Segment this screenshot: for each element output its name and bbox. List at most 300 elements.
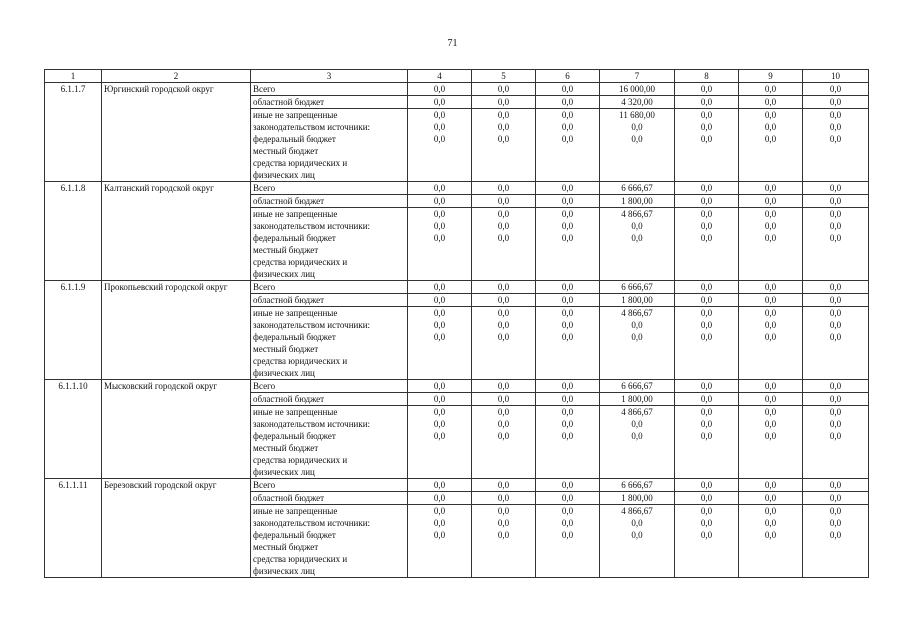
source-label-text: федеральный бюджет: [253, 134, 336, 144]
value-cell: [803, 393, 869, 406]
source-label-text: областной бюджет: [253, 295, 325, 305]
source-label-text: физических лиц: [253, 170, 315, 180]
source-label-text: областной бюджет: [253, 394, 325, 404]
source-label-regional: [251, 294, 408, 307]
value-text: 0,0: [700, 480, 713, 490]
source-label-text: местный бюджет: [253, 344, 319, 354]
value-cell: [803, 208, 869, 281]
table-body: [45, 70, 869, 578]
value-text: 0,0: [433, 530, 446, 540]
value-text: 0,0: [631, 134, 643, 144]
value-text: 0,0: [631, 332, 643, 342]
value-text: 0,0: [700, 233, 713, 243]
value-cell: [536, 380, 600, 393]
value-text: 0,0: [764, 419, 777, 429]
value-cell: [600, 380, 675, 393]
value-text: 0,0: [829, 308, 842, 318]
value-text: 0,0: [829, 221, 842, 231]
value-cell: [536, 83, 600, 96]
value-text: 0,0: [829, 134, 842, 144]
source-label-text: Всего: [253, 282, 276, 292]
source-label-total: [251, 281, 408, 294]
value-cell: [600, 109, 675, 182]
value-cell: [472, 393, 536, 406]
value-text: 1 800,00: [621, 493, 653, 503]
row-code: 6.1.1.11: [45, 479, 102, 578]
value-text: 0,0: [829, 196, 842, 206]
value-cell: [600, 182, 675, 195]
value-cell: [472, 96, 536, 109]
value-text: 0,0: [829, 394, 842, 404]
value-text: 0,0: [700, 381, 713, 391]
value-text: 1 800,00: [621, 295, 653, 305]
value-text: 0,0: [631, 419, 643, 429]
value-text: 0,0: [829, 122, 842, 132]
value-cell: [675, 406, 739, 479]
value-text: 0,0: [497, 134, 510, 144]
value-cell: [536, 393, 600, 406]
value-text: 0,0: [764, 320, 777, 330]
value-text: 0,0: [497, 332, 510, 342]
value-text: 4 320,00: [621, 97, 653, 107]
table-row: [45, 380, 869, 393]
column-header: 5: [472, 70, 536, 83]
value-text: 0,0: [497, 320, 510, 330]
value-cell: [472, 294, 536, 307]
municipality-name: Мысковский городской округ: [102, 380, 251, 479]
value-text: 0,0: [433, 381, 446, 391]
table-header-row: [45, 70, 869, 83]
value-text: 0,0: [497, 530, 510, 540]
value-text: 0,0: [497, 493, 510, 503]
value-cell: [803, 492, 869, 505]
value-text: 0,0: [561, 110, 574, 120]
value-text: 0,0: [433, 407, 446, 417]
value-cell: [739, 281, 803, 294]
funding-table: [44, 69, 869, 578]
value-cell: [408, 505, 472, 578]
source-label-text: законодательством источники:: [253, 419, 371, 429]
value-text: 0,0: [764, 122, 777, 132]
value-cell: [600, 505, 675, 578]
value-text: 4 866,67: [621, 209, 653, 219]
value-text: 0,0: [561, 419, 574, 429]
value-text: 0,0: [433, 122, 446, 132]
value-cell: [472, 109, 536, 182]
value-text: 0,0: [829, 295, 842, 305]
value-text: 0,0: [561, 84, 574, 94]
column-header: 3: [251, 70, 408, 83]
value-cell: [472, 281, 536, 294]
value-cell: [472, 380, 536, 393]
value-text: 0,0: [700, 419, 713, 429]
value-text: 0,0: [700, 431, 713, 441]
value-cell: [739, 505, 803, 578]
source-label-regional: [251, 393, 408, 406]
source-label-total: [251, 479, 408, 492]
value-cell: [472, 83, 536, 96]
value-cell: [803, 479, 869, 492]
value-cell: [536, 492, 600, 505]
value-cell: [472, 208, 536, 281]
value-text: 0,0: [497, 183, 510, 193]
value-text: 0,0: [497, 221, 510, 231]
value-text: 0,0: [561, 295, 574, 305]
value-text: 0,0: [497, 506, 510, 516]
column-header: 2: [102, 70, 251, 83]
value-text: 0,0: [764, 282, 777, 292]
value-cell: [536, 109, 600, 182]
value-cell: [675, 294, 739, 307]
value-text: 0,0: [433, 110, 446, 120]
source-label-text: Всего: [253, 183, 276, 193]
value-text: 6 666,67: [621, 183, 653, 193]
value-cell: [803, 294, 869, 307]
value-text: 0,0: [561, 282, 574, 292]
value-text: 0,0: [700, 295, 713, 305]
value-text: 0,0: [700, 110, 713, 120]
row-code: 6.1.1.8: [45, 182, 102, 281]
value-text: 0,0: [561, 308, 574, 318]
municipality-name: Юргинский городской округ: [102, 83, 251, 182]
value-cell: [408, 294, 472, 307]
source-label-text: средства юридических и: [253, 158, 348, 168]
source-label-text: местный бюджет: [253, 146, 319, 156]
value-cell: [675, 380, 739, 393]
value-text: 0,0: [631, 320, 643, 330]
value-cell: [536, 479, 600, 492]
column-header: 9: [739, 70, 803, 83]
source-label-other: [251, 109, 408, 182]
value-text: 0,0: [497, 381, 510, 391]
value-text: 0,0: [764, 308, 777, 318]
source-label-text: Всего: [253, 381, 276, 391]
value-text: 0,0: [700, 320, 713, 330]
value-text: 0,0: [561, 209, 574, 219]
value-text: 0,0: [497, 196, 510, 206]
value-text: 0,0: [700, 97, 713, 107]
value-text: 0,0: [829, 480, 842, 490]
value-text: 0,0: [433, 431, 446, 441]
value-text: 0,0: [829, 431, 842, 441]
value-text: 0,0: [497, 282, 510, 292]
value-cell: [675, 195, 739, 208]
value-cell: [739, 96, 803, 109]
municipality-name: Прокопьевский городской округ: [102, 281, 251, 380]
value-cell: [600, 406, 675, 479]
value-text: 0,0: [561, 122, 574, 132]
value-text: 0,0: [433, 183, 446, 193]
value-text: 0,0: [764, 431, 777, 441]
value-text: 0,0: [764, 381, 777, 391]
value-cell: [408, 307, 472, 380]
value-text: 0,0: [561, 506, 574, 516]
value-text: 6 666,67: [621, 282, 653, 292]
value-cell: [536, 208, 600, 281]
value-text: 0,0: [561, 134, 574, 144]
source-label-text: местный бюджет: [253, 542, 319, 552]
source-label-other: [251, 307, 408, 380]
value-text: 1 800,00: [621, 196, 653, 206]
value-text: 0,0: [700, 394, 713, 404]
value-text: 0,0: [631, 221, 643, 231]
value-cell: [536, 505, 600, 578]
value-text: 0,0: [829, 209, 842, 219]
value-cell: [408, 195, 472, 208]
value-text: 0,0: [829, 233, 842, 243]
value-text: 0,0: [764, 530, 777, 540]
value-text: 0,0: [764, 480, 777, 490]
value-text: 0,0: [497, 419, 510, 429]
value-text: 0,0: [561, 394, 574, 404]
value-text: 0,0: [700, 134, 713, 144]
value-cell: [675, 96, 739, 109]
value-text: 0,0: [433, 320, 446, 330]
value-cell: [803, 505, 869, 578]
value-cell: [600, 83, 675, 96]
value-text: 0,0: [433, 493, 446, 503]
value-text: 0,0: [561, 320, 574, 330]
value-cell: [600, 294, 675, 307]
value-text: 0,0: [433, 518, 446, 528]
column-header: 8: [675, 70, 739, 83]
value-cell: [536, 281, 600, 294]
value-text: 0,0: [433, 84, 446, 94]
value-cell: [600, 479, 675, 492]
value-text: 0,0: [433, 419, 446, 429]
value-text: 0,0: [700, 518, 713, 528]
column-header: 7: [600, 70, 675, 83]
value-text: 0,0: [829, 97, 842, 107]
value-text: 11 680,00: [619, 110, 655, 120]
value-text: 0,0: [497, 233, 510, 243]
source-label-total: [251, 182, 408, 195]
value-text: 4 866,67: [621, 407, 653, 417]
value-text: 0,0: [561, 381, 574, 391]
value-text: 6 666,67: [621, 381, 653, 391]
municipality-name: Березовский городской округ: [102, 479, 251, 578]
source-label-text: иные не запрещенные: [253, 506, 338, 516]
value-cell: [739, 307, 803, 380]
source-label-text: Всего: [253, 84, 276, 94]
value-cell: [408, 182, 472, 195]
value-cell: [803, 281, 869, 294]
value-text: 0,0: [433, 506, 446, 516]
value-cell: [675, 109, 739, 182]
source-label-text: физических лиц: [253, 467, 315, 477]
value-text: 0,0: [561, 530, 574, 540]
value-text: 0,0: [764, 183, 777, 193]
value-text: 0,0: [497, 122, 510, 132]
column-header: 6: [536, 70, 600, 83]
value-text: 0,0: [433, 295, 446, 305]
value-text: 0,0: [433, 332, 446, 342]
value-text: 0,0: [631, 122, 643, 132]
source-label-text: физических лиц: [253, 566, 315, 576]
value-cell: [408, 109, 472, 182]
value-text: 0,0: [561, 183, 574, 193]
value-text: 0,0: [561, 221, 574, 231]
source-label-text: иные не запрещенные: [253, 407, 338, 417]
value-cell: [408, 281, 472, 294]
value-text: 4 866,67: [621, 506, 653, 516]
value-text: 0,0: [433, 394, 446, 404]
value-cell: [408, 479, 472, 492]
source-label-text: областной бюджет: [253, 493, 325, 503]
value-cell: [536, 406, 600, 479]
value-text: 0,0: [561, 493, 574, 503]
value-text: 0,0: [700, 332, 713, 342]
value-text: 0,0: [561, 407, 574, 417]
value-text: 0,0: [700, 209, 713, 219]
value-text: 0,0: [829, 518, 842, 528]
source-label-text: физических лиц: [253, 368, 315, 378]
value-text: 0,0: [764, 506, 777, 516]
value-text: 0,0: [561, 518, 574, 528]
value-cell: [536, 307, 600, 380]
value-text: 0,0: [764, 209, 777, 219]
value-cell: [803, 307, 869, 380]
table-row: [45, 281, 869, 294]
value-cell: [600, 393, 675, 406]
source-label-text: федеральный бюджет: [253, 431, 336, 441]
value-text: 0,0: [700, 196, 713, 206]
source-label-text: законодательством источники:: [253, 518, 371, 528]
value-cell: [408, 208, 472, 281]
value-text: 0,0: [700, 308, 713, 318]
value-text: 0,0: [829, 110, 842, 120]
value-cell: [739, 380, 803, 393]
value-cell: [536, 195, 600, 208]
value-text: 0,0: [829, 493, 842, 503]
value-text: 0,0: [700, 407, 713, 417]
value-cell: [408, 380, 472, 393]
value-text: 0,0: [631, 431, 643, 441]
source-label-text: иные не запрещенные: [253, 209, 338, 219]
value-cell: [472, 182, 536, 195]
value-text: 0,0: [497, 308, 510, 318]
source-label-text: областной бюджет: [253, 196, 325, 206]
source-label-text: федеральный бюджет: [253, 233, 336, 243]
value-cell: [739, 195, 803, 208]
value-text: 0,0: [497, 480, 510, 490]
value-text: 0,0: [561, 332, 574, 342]
value-cell: [600, 195, 675, 208]
value-text: 0,0: [497, 407, 510, 417]
value-cell: [803, 406, 869, 479]
value-cell: [472, 406, 536, 479]
value-text: 0,0: [497, 97, 510, 107]
source-label-text: средства юридических и: [253, 554, 348, 564]
value-cell: [739, 294, 803, 307]
value-cell: [675, 479, 739, 492]
value-text: 0,0: [764, 134, 777, 144]
value-text: 0,0: [764, 394, 777, 404]
source-label-text: иные не запрещенные: [253, 110, 338, 120]
value-cell: [675, 505, 739, 578]
value-text: 0,0: [764, 332, 777, 342]
value-text: 0,0: [561, 196, 574, 206]
value-cell: [675, 208, 739, 281]
value-cell: [675, 83, 739, 96]
value-cell: [472, 195, 536, 208]
source-label-text: средства юридических и: [253, 356, 348, 366]
value-text: 0,0: [829, 332, 842, 342]
value-text: 0,0: [433, 233, 446, 243]
source-label-regional: [251, 195, 408, 208]
value-text: 0,0: [433, 480, 446, 490]
value-text: 0,0: [561, 480, 574, 490]
value-text: 0,0: [764, 110, 777, 120]
value-text: 0,0: [764, 407, 777, 417]
value-cell: [472, 307, 536, 380]
value-text: 0,0: [764, 518, 777, 528]
source-label-other: [251, 208, 408, 281]
value-text: 0,0: [829, 407, 842, 417]
value-text: 0,0: [764, 221, 777, 231]
value-text: 0,0: [497, 84, 510, 94]
value-cell: [472, 492, 536, 505]
value-text: 0,0: [764, 493, 777, 503]
column-header: 4: [408, 70, 472, 83]
source-label-text: областной бюджет: [253, 97, 325, 107]
source-label-text: федеральный бюджет: [253, 332, 336, 342]
value-cell: [408, 83, 472, 96]
table-row: [45, 479, 869, 492]
value-text: 0,0: [433, 308, 446, 318]
value-cell: [675, 307, 739, 380]
value-text: 0,0: [497, 209, 510, 219]
value-cell: [803, 195, 869, 208]
value-cell: [675, 281, 739, 294]
value-cell: [472, 505, 536, 578]
value-text: 0,0: [433, 209, 446, 219]
source-label-text: физических лиц: [253, 269, 315, 279]
value-cell: [600, 492, 675, 505]
source-label-text: иные не запрещенные: [253, 308, 338, 318]
source-label-text: законодательством источники:: [253, 320, 371, 330]
value-cell: [739, 492, 803, 505]
value-cell: [408, 492, 472, 505]
value-text: 0,0: [497, 295, 510, 305]
value-cell: [600, 307, 675, 380]
value-text: 0,0: [829, 419, 842, 429]
value-text: 0,0: [433, 196, 446, 206]
value-text: 0,0: [764, 295, 777, 305]
value-cell: [408, 406, 472, 479]
value-text: 0,0: [433, 282, 446, 292]
value-cell: [739, 109, 803, 182]
value-cell: [675, 393, 739, 406]
value-cell: [600, 281, 675, 294]
value-text: 0,0: [497, 431, 510, 441]
value-cell: [739, 182, 803, 195]
column-header: 10: [803, 70, 869, 83]
value-text: 0,0: [829, 381, 842, 391]
source-label-other: [251, 406, 408, 479]
municipality-name: Калтанский городской округ: [102, 182, 251, 281]
value-cell: [739, 208, 803, 281]
table-row: [45, 83, 869, 96]
value-text: 0,0: [631, 530, 643, 540]
value-text: 0,0: [829, 320, 842, 330]
page-number: 71: [447, 38, 458, 49]
source-label-text: средства юридических и: [253, 257, 348, 267]
value-cell: [600, 96, 675, 109]
source-label-total: [251, 83, 408, 96]
value-text: 0,0: [561, 233, 574, 243]
value-text: 0,0: [631, 233, 643, 243]
